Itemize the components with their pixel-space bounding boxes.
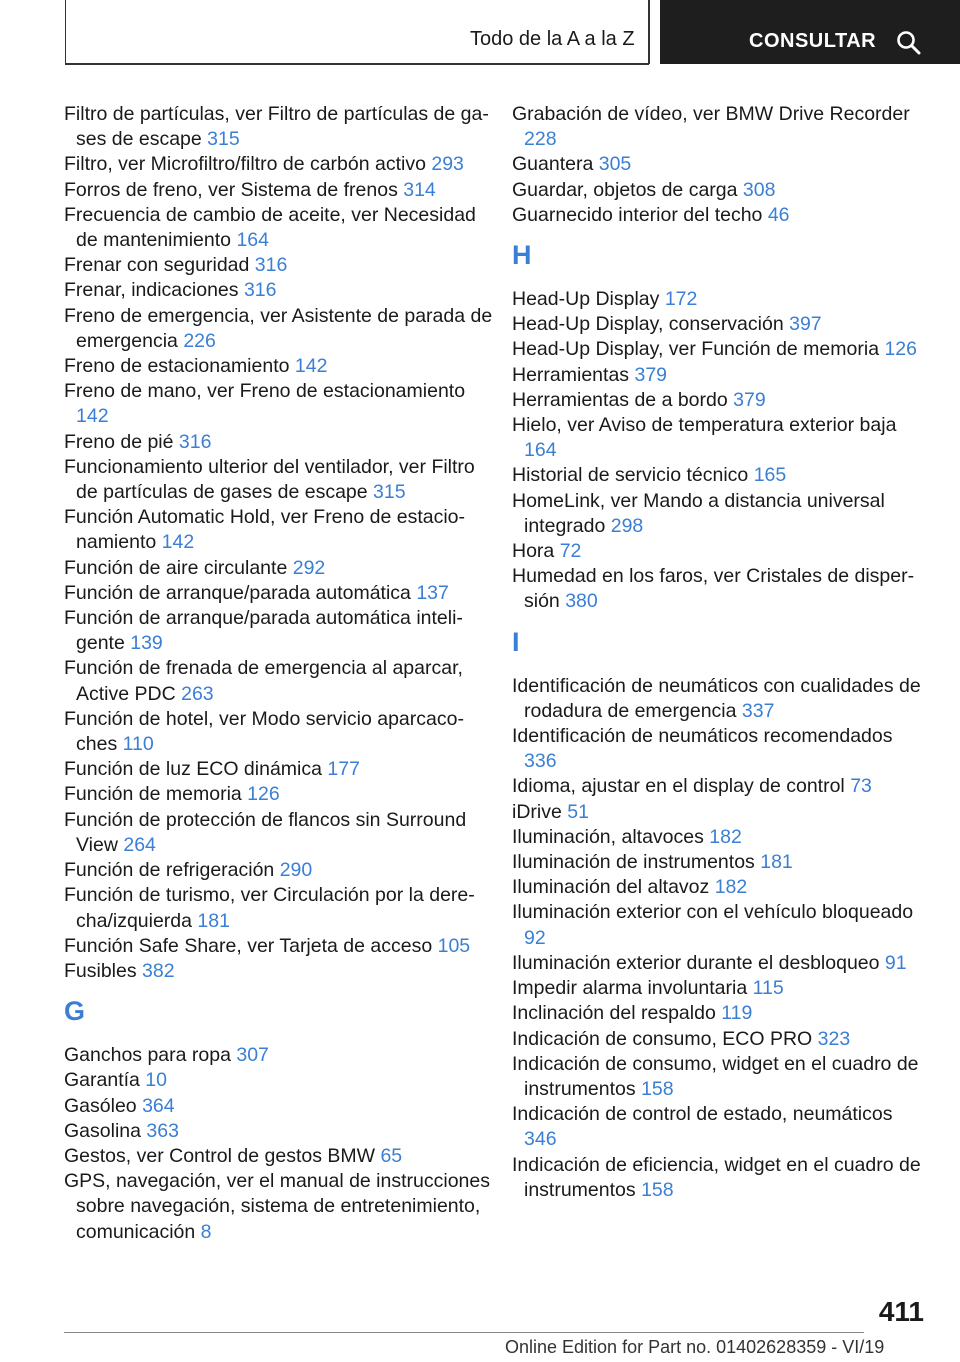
- index-entry: [64, 1094, 494, 1119]
- index-entry-text: Ganchos para ropa: [64, 1044, 237, 1067]
- index-entry-text: Función de turismo, ver Circulación por la derecha/izquierda: [64, 884, 475, 932]
- page-link[interactable]: 298: [610, 514, 644, 537]
- index-group-f: [64, 102, 494, 984]
- page-link[interactable]: 142: [161, 531, 195, 554]
- index-entry-text: Freno de pié: [64, 430, 179, 453]
- page-link[interactable]: 397: [789, 313, 822, 336]
- index-entry-text: Head-Up Display, ver Función de memoria: [512, 338, 885, 361]
- page-link[interactable]: 364: [142, 1094, 175, 1117]
- index-entry: [64, 278, 494, 303]
- index-entry: [512, 564, 922, 614]
- index-entry: [512, 1027, 922, 1052]
- index-entry-text: Gestos, ver Control de gestos BMW: [64, 1144, 381, 1167]
- page-link[interactable]: 264: [123, 833, 156, 856]
- index-entry: [64, 556, 494, 581]
- index-entry-text: Gasóleo: [64, 1094, 143, 1117]
- index-entry-text: Freno de emergencia, ver Asistente de parada de emergencia: [64, 304, 493, 352]
- index-entry: [64, 379, 494, 429]
- page-link[interactable]: 382: [142, 959, 175, 982]
- page-link[interactable]: 307: [236, 1044, 269, 1067]
- page-link[interactable]: 142: [294, 355, 328, 378]
- page-link[interactable]: 363: [146, 1119, 179, 1142]
- index-entry: [64, 1043, 494, 1068]
- page-number: 411: [878, 1296, 924, 1327]
- index-entry: [512, 1153, 922, 1203]
- index-entry: [64, 934, 494, 959]
- index-entry: [512, 724, 922, 774]
- index-entry-text: HomeLink, ver Mando a distancia universal integrado: [512, 489, 885, 537]
- index-entry-text: Indicación de consumo, ECO PRO: [512, 1027, 818, 1050]
- index-group-h: [512, 287, 922, 615]
- index-entry: [512, 1001, 922, 1026]
- index-entry: [64, 581, 494, 606]
- index-entry: [512, 774, 922, 799]
- index-entry-text: Iluminación del altavoz: [512, 876, 715, 899]
- page-link[interactable]: 182: [714, 876, 748, 899]
- index-entry: [64, 102, 494, 152]
- index-entry: [512, 363, 922, 388]
- page-link[interactable]: 142: [76, 405, 109, 428]
- page-link[interactable]: 92: [524, 926, 546, 949]
- index-entry-text: Idioma, ajustar en el display de control: [512, 775, 851, 798]
- index-entry-text: Head-Up Display, conservación: [512, 313, 790, 336]
- page-link[interactable]: 165: [753, 464, 787, 487]
- index-entry-text: Identificación de neumáticos con cualidades de rodadura de emergencia: [512, 674, 921, 722]
- index-entry-text: Frenar, indicaciones: [64, 279, 244, 302]
- index-entry: [64, 782, 494, 807]
- index-entry-text: Freno de estacionamiento: [64, 355, 295, 378]
- page-link[interactable]: 337: [741, 699, 775, 722]
- index-entry: [512, 203, 922, 228]
- index-entry-text: Hora: [512, 540, 560, 563]
- page-link[interactable]: 46: [767, 203, 790, 226]
- index-entry: [64, 656, 494, 706]
- index-entry: [512, 152, 922, 177]
- index-entry-text: Inclinación del respaldo: [512, 1002, 722, 1025]
- page-link[interactable]: 177: [327, 758, 360, 781]
- index-entry-text: Freno de mano, ver Freno de estacionamiento: [64, 380, 466, 403]
- search-icon[interactable]: [896, 30, 922, 56]
- index-entry-text: Identificación de neumáticos recomendados: [512, 725, 893, 748]
- index-entry-text: Forros de freno, ver Sistema de frenos: [64, 178, 404, 201]
- index-entry: [64, 1119, 494, 1144]
- index-entry-text: GPS, navegación, ver el manual de instrucciones sobre navegación, sistema de entretenimiento, comunicación: [64, 1170, 490, 1243]
- index-entry: [64, 354, 494, 379]
- page-link[interactable]: 379: [733, 388, 766, 411]
- index-column-right: [512, 102, 922, 1203]
- index-entry: [64, 203, 494, 253]
- index-entry: [512, 388, 922, 413]
- page-link[interactable]: 346: [524, 1128, 557, 1151]
- index-group-i: [512, 674, 922, 1203]
- page-link[interactable]: 158: [641, 1178, 674, 1201]
- index-entry-text: Función de refrigeración: [64, 859, 280, 882]
- page-link[interactable]: 72: [559, 540, 582, 563]
- index-entry-text: Función de aire circulante: [64, 556, 293, 579]
- index-entry-text: Función de arranque/parada automática inteligente: [64, 607, 463, 655]
- index-entry: [64, 178, 494, 203]
- index-entry-text: Función Safe Share, ver Tarjeta de acceso: [64, 934, 438, 957]
- index-entry-text: Hielo, ver Aviso de temperatura exterior baja: [512, 414, 897, 437]
- page-link[interactable]: 228: [524, 128, 557, 151]
- header-bottom-border: [65, 63, 649, 65]
- index-entry-text: Función de hotel, ver Modo servicio aparcacoches: [64, 707, 464, 756]
- index-entry: [512, 102, 922, 152]
- index-column-left: [64, 102, 494, 1245]
- index-entry: [512, 463, 922, 488]
- index-entry-text: Frenar con seguridad: [64, 254, 255, 277]
- index-entry: [512, 337, 922, 362]
- page-link[interactable]: 316: [254, 254, 288, 277]
- page-link[interactable]: 323: [817, 1027, 851, 1050]
- index-entry-text: Filtro de partículas, ver Filtro de partículas de gases de escape: [64, 103, 489, 151]
- page-link[interactable]: 316: [243, 279, 277, 302]
- index-entry-text: Herramientas: [512, 363, 635, 386]
- index-entry: [512, 413, 922, 463]
- index-entry: [64, 304, 494, 354]
- page-link[interactable]: 181: [197, 909, 230, 932]
- index-entry: [512, 900, 922, 950]
- index-entry-text: Fusibles: [64, 959, 143, 982]
- index-entry-text: Iluminación exterior con el vehículo bloqueado: [512, 901, 914, 924]
- page-link[interactable]: 290: [279, 859, 313, 882]
- page-link[interactable]: 293: [431, 153, 464, 176]
- page-link[interactable]: 73: [850, 775, 872, 798]
- index-letter-g: G: [64, 996, 86, 1027]
- index-entry-text: Impedir alarma involuntaria: [512, 977, 753, 1000]
- index-entry-text: Filtro, ver Microfiltro/filtro de carbón activo: [64, 153, 432, 176]
- index-entry-text: Iluminación exterior durante el desbloqueo: [512, 951, 885, 974]
- index-entry: [512, 976, 922, 1001]
- index-group-g: [64, 1043, 494, 1245]
- index-entry-text: Iluminación, altavoces: [512, 825, 710, 848]
- page-link[interactable]: 105: [437, 934, 471, 957]
- index-entry-text: Función Automatic Hold, ver Freno de estacionamiento: [64, 506, 466, 554]
- index-entry: [64, 1169, 494, 1245]
- index-entry: [64, 858, 494, 883]
- index-entry-text: Gasolina: [64, 1119, 147, 1142]
- index-entry-text: Función de protección de flancos sin Surround View: [64, 808, 467, 856]
- edition-text: Online Edition for Part no. 01402628359 - VI/19: [505, 1337, 885, 1357]
- index-entry: [512, 489, 922, 539]
- page-link[interactable]: 308: [742, 178, 776, 201]
- index-entry: [64, 430, 494, 455]
- index-entry-text: Grabación de vídeo, ver BMW Drive Recorder: [512, 103, 910, 125]
- index-entry-text: Guardar, objetos de carga: [512, 178, 743, 201]
- page-header: [0, 0, 960, 66]
- index-entry-text: iDrive: [512, 800, 568, 823]
- index-entry: [64, 883, 494, 933]
- page-link[interactable]: 172: [664, 288, 698, 311]
- index-entry: [512, 825, 922, 850]
- index-entry-text: Historial de servicio técnico: [512, 464, 754, 487]
- index-entry: [512, 951, 922, 976]
- index-entry: [64, 1144, 494, 1169]
- page-link[interactable]: 314: [403, 178, 436, 201]
- page-link[interactable]: 226: [183, 329, 216, 352]
- page-link[interactable]: 91: [884, 951, 907, 974]
- page-link[interactable]: 8: [200, 1220, 212, 1243]
- index-entry-text: Head-Up Display: [512, 288, 665, 311]
- page-link[interactable]: 164: [236, 229, 269, 252]
- page-link[interactable]: 336: [524, 750, 557, 773]
- index-entry-text: Iluminación de instrumentos: [512, 851, 761, 874]
- index-entry-text: Función de luz ECO dinámica: [64, 758, 328, 781]
- page-link[interactable]: 315: [373, 481, 406, 504]
- index-entry: [64, 757, 494, 782]
- index-entry-text: Indicación de eficiencia, widget en el cuadro de instrumentos: [512, 1153, 921, 1201]
- index-entry: [64, 253, 494, 278]
- page-link[interactable]: 315: [207, 128, 240, 151]
- index-entry: [64, 505, 494, 555]
- page-link[interactable]: 115: [752, 977, 784, 1000]
- page-link[interactable]: 182: [709, 825, 742, 848]
- index-entry-text: Garantía: [64, 1069, 146, 1092]
- page-link[interactable]: 139: [130, 632, 163, 655]
- index-entry: [64, 808, 494, 858]
- page-link[interactable]: 119: [721, 1002, 753, 1025]
- index-entry-text: Humedad en los faros, ver Cristales de dispersión: [512, 565, 915, 613]
- index-entry: [512, 800, 922, 825]
- page-link[interactable]: 10: [145, 1069, 167, 1092]
- index-entry: [64, 1068, 494, 1093]
- index-entry: [512, 312, 922, 337]
- index-entry: [512, 875, 922, 900]
- page-link[interactable]: 379: [634, 363, 668, 386]
- header-left-border: [65, 0, 66, 64]
- page-link[interactable]: 110: [122, 733, 154, 756]
- index-entry-text: Herramientas de a bordo: [512, 388, 734, 411]
- page-link[interactable]: 380: [565, 590, 598, 613]
- index-entry-text: Función de frenada de emergencia al aparcar, Active PDC: [64, 657, 463, 705]
- page-link[interactable]: 126: [247, 783, 280, 806]
- page-link[interactable]: 305: [598, 153, 632, 176]
- page-link[interactable]: 316: [178, 430, 212, 453]
- index-letter-h: H: [512, 240, 532, 271]
- index-entry: [64, 707, 494, 757]
- index-entry: [64, 152, 494, 177]
- page-link[interactable]: 263: [181, 682, 214, 705]
- index-entry-text: Guarnecido interior del techo: [512, 203, 768, 226]
- index-entry: [512, 539, 922, 564]
- index-entry: [512, 1102, 922, 1152]
- page-link[interactable]: 292: [292, 556, 326, 579]
- index-entry-text: Indicación de control de estado, neumáticos: [512, 1103, 893, 1126]
- page-link[interactable]: 126: [884, 338, 917, 361]
- index-entry-text: Función de memoria: [64, 783, 248, 806]
- section-title-tab[interactable]: Todo de la A a la Z: [470, 28, 635, 50]
- index-entry: [512, 178, 922, 203]
- index-entry-text: Función de arranque/parada automática: [64, 581, 417, 604]
- index-letter-i: I: [512, 626, 520, 657]
- page-link[interactable]: 181: [760, 851, 793, 874]
- index-entry: [512, 850, 922, 875]
- index-group-g-continued: [512, 102, 922, 228]
- index-entry: [512, 674, 922, 724]
- index-entry-text: Frecuencia de cambio de aceite, ver Necesidad de mantenimiento: [64, 203, 476, 252]
- index-entry-text: Indicación de consumo, widget en el cuadro de instrumentos: [512, 1052, 919, 1100]
- index-entry: [64, 959, 494, 984]
- page-link[interactable]: 51: [567, 800, 589, 823]
- index-entry: [512, 287, 922, 312]
- page-link[interactable]: 137: [416, 581, 449, 604]
- page-link[interactable]: 158: [641, 1077, 674, 1100]
- index-entry: [512, 1052, 922, 1102]
- footer-divider: [64, 1332, 864, 1333]
- page-link[interactable]: 65: [380, 1144, 403, 1167]
- page-link[interactable]: 164: [524, 439, 557, 462]
- index-entry: [64, 606, 494, 656]
- index-entry-text: Funcionamiento ulterior del ventilador, ver Filtro de partículas de gases de escape: [64, 455, 475, 504]
- consult-label[interactable]: CONSULTAR: [749, 30, 877, 52]
- index-entry: [64, 455, 494, 505]
- index-entry-text: Guantera: [512, 153, 599, 176]
